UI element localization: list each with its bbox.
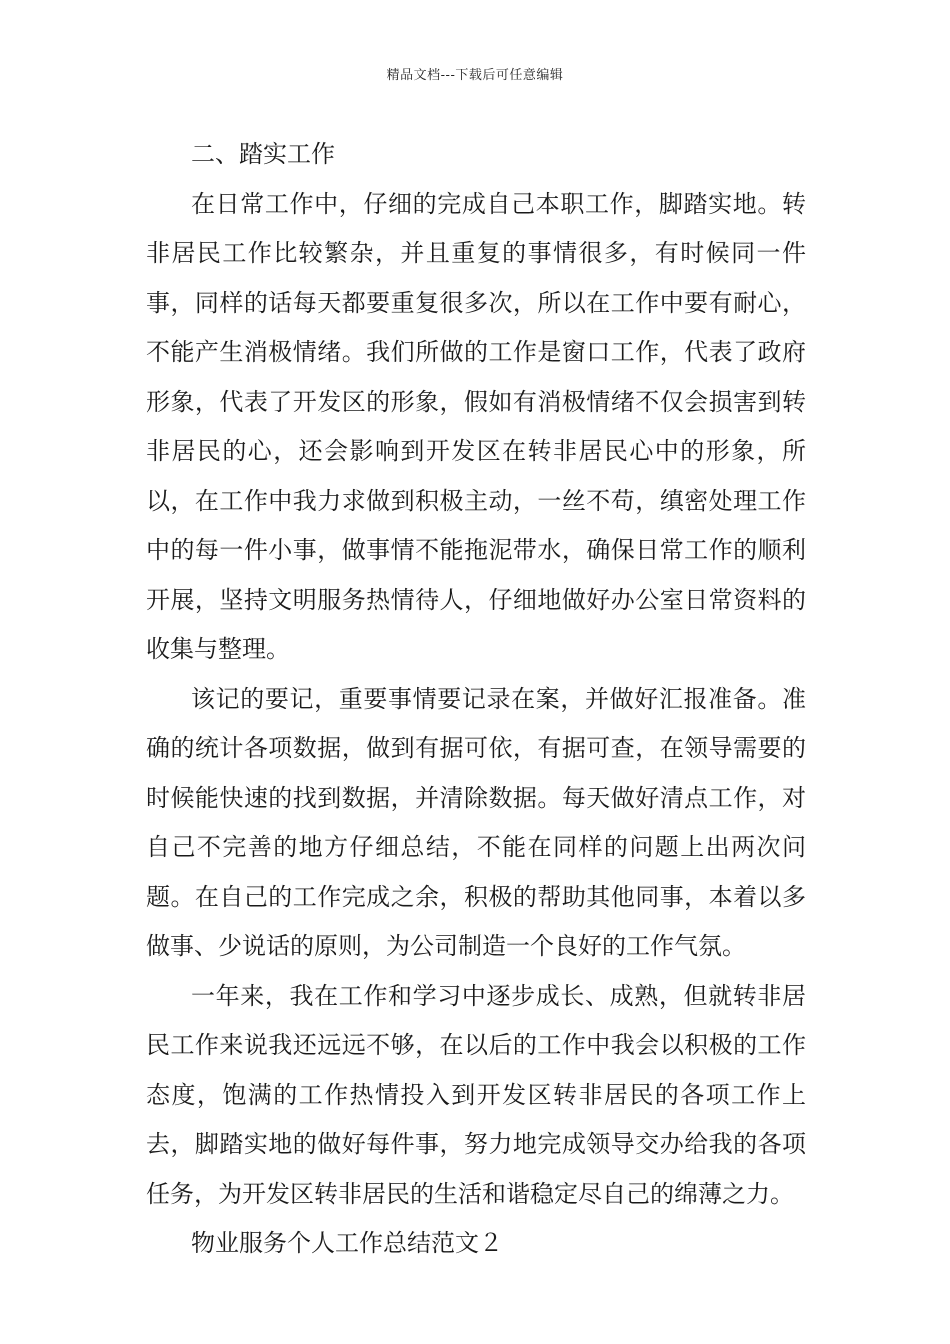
section-heading: 二、踏实工作 (191, 140, 335, 168)
body-paragraph: 在日常工作中，仔细的完成自己本职工作，脚踏实地。转非居民工作比较繁杂，并且重复的事情很多，有时候同一件事，同样的话每天都要重复很多次，所以在工作中要有耐心，不能产生消极情绪。我们所做的工作是窗口工作，代表了政府形象，代表了开发区的形象，假如有消极情绪不仅会损害到转非居民的心，还会影响到开发区在转非居民心中的形象，所以，在工作中我力求做到积极主动，一丝不苟，缜密处理工作中的每一件小事，做事情不能拖泥带水，确保日常工作的顺利开展，坚持文明服务热情待人，仔细地做好办公室日常资料的收集与整理。 (146, 189, 806, 663)
body-paragraph: 一年来，我在工作和学习中逐步成长、成熟，但就转非居民工作来说我还远远不够，在以后的工作中我会以积极的工作态度，饱满的工作热情投入到开发区转非居民的各项工作上去，脚踏实地的做好每件事，努力地完成领导交办给我的各项任务，为开发区转非居民的生活和谐稳定尽自己的绵薄之力。 (146, 981, 806, 1208)
body-paragraph: 该记的要记，重要事情要记录在案，并做好汇报准备。准确的统计各项数据，做到有据可依，有据可查，在领导需要的时候能快速的找到数据，并清除数据。每天做好清点工作，对自己不完善的地方仔细总结，不能在同样的问题上出两次问题。在自己的工作完成之余，积极的帮助其他同事，本着以多做事、少说话的原则，为公司制造一个良好的工作气氛。 (146, 684, 806, 960)
page-header: 精品文档---下载后可任意编辑 (386, 68, 564, 83)
document-body (146, 130, 806, 1269)
section-title: 物业服务个人工作总结范文２ (191, 1229, 503, 1257)
